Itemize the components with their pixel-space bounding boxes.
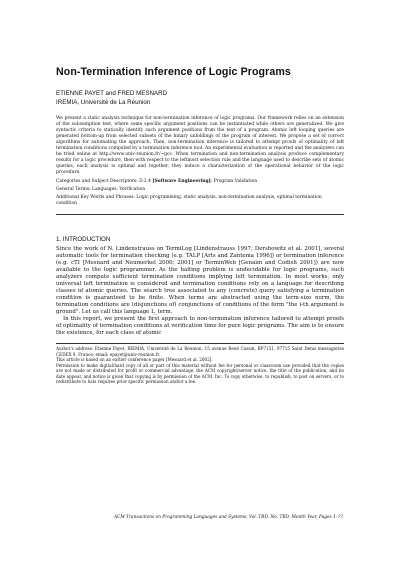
footnote-conference: This article is based on an earlier conference paper [Mesnard et al. 2002]. (56, 357, 213, 363)
paragraph-1: Since the work of N. Lindenstrauss on TermiLog [Lindenstrauss 1997; Dershowitz et al. 2001], several automatic tools for termination checking (e.g. TALP [Arts and Zantema 1996]) or termination inference (e.g. cTI [Mesnard and Neumerkel 2000; 2001] or TerminWeb [Genaim and Codish 2001]) are now available to the logic programmer. As the halting problem is undecidable for logic programs, such analyzers compute sufficient termination conditions implying left termination. In most works, only universal left termination is considered and termination conditions rely on a language for describing classes of atomic queries. The search tree associated to any (concrete) query satisfying a termination condition is guaranteed to be finite. When terms are abstracted using the term-size norm, the termination conditions are (disjunctions of) conjunctions of conditions of the form "the i-th argument is ground". Let us call this language L_term. (56, 245, 344, 316)
footnote-divider (56, 343, 344, 344)
general-terms: General Terms: Languages, Verification (56, 187, 146, 193)
footnotes (56, 346, 344, 385)
abstract-text: We present a static analysis technique for non-termination inference of logic programs. Our framework relies on an extension of the subsumption test, where some specific argument positions can be instantiated while others are generalized. We give syntactic criteria to statically identify such argument positions from the text of a program. Atomic left looping queries are generated bottom-up from selected subsets of the binary unfoldings of the program of interest. We propose a set of correct algorithms for automating the approach. Then, non-termination inference is tailored to attempt proofs of optimality of left termination conditions computed by a termination inference tool. An experimental evaluation is reported and the analyzers can be tried online at http://www.univ-reunion.fr/~gcc. When termination and non-termination analysis produce complementary results for a logic procedure, then with respect to the leftmost selection rule and the language used to describe sets of atomic queries, each analysis is optimal and together, they induce a characterization of the operational behavior of the logic procedure. (56, 116, 344, 176)
paper-page (56, 66, 344, 385)
body-text (56, 246, 344, 338)
section-heading: 1. INTRODUCTION (56, 235, 111, 243)
authors: ETIENNE PAYET and FRED MESNARD (56, 90, 168, 97)
paper-title: Non-Termination Inference of Logic Programs (56, 66, 291, 78)
keywords: Additional Key Words and Phrases: Logic programming, static analysis, non-termination analysis, optimal termination condition (56, 194, 322, 206)
paragraph-2: In this report, we present the first approach to non-termination inference tailored to attempt proofs of optimality of termination conditions at verification time for pure logic programs. The aim is to ensure the existence, for each class of atomic (56, 316, 344, 337)
footnote-permission: Permission to make digital/hard copy of all or part of this material without fee for personal or classroom use provided that the copies are not made or distributed for profit or commercial advantage, the ACM copyright/server notice, the title of the publication, and its date appear, and notice is given that copying is by permission of the ACM, Inc. To copy otherwise, to republish, to post on servers, or to redistribute to lists requires prior specific permission and/or a fee. (56, 362, 344, 385)
categories: Categories and Subject Descriptors: D.2.4 [Software Engineering]: Program Validation (56, 179, 258, 185)
affiliation: IREMIA, Université de La Réunion (56, 99, 151, 106)
abstract-divider (56, 214, 344, 215)
footnote-address: Author's address: Etienne Payet, IREMIA, Université de La Réunion, 15 avenue René Cassin, BP7151, 97715 Saint Denis messageries CEDEX 9, France; email: epayet@univ-reunion.fr. (56, 346, 344, 357)
metadata (56, 179, 344, 206)
abstract (56, 116, 344, 176)
page-footer: ACM Transactions on Programming Languages and Systems, Vol. TBD, No. TBD, Month Year, Pages 1–??. (113, 515, 344, 520)
